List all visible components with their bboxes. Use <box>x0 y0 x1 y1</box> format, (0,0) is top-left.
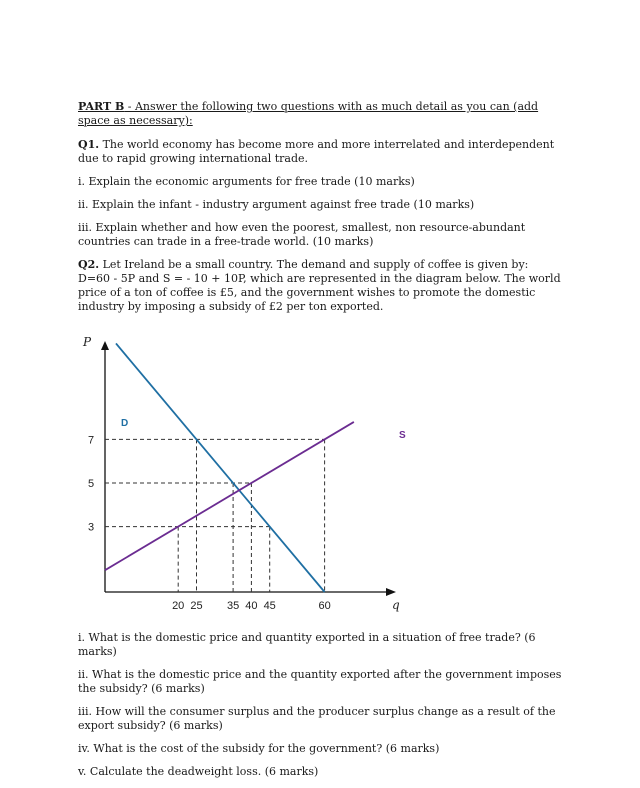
x-axis-label: q <box>392 598 400 612</box>
y-tick-3: 3 <box>88 521 95 534</box>
x-tick-60: 60 <box>318 600 331 612</box>
x-tick-40: 40 <box>245 600 258 612</box>
q1-intro <box>78 138 562 166</box>
part-b-label: PART B <box>78 100 125 113</box>
q2-intro <box>78 258 562 314</box>
q1-item-2: ii. Explain the infant - industry argument against free trade (10 marks) <box>78 198 475 211</box>
demand-label: D <box>121 418 129 429</box>
y-tick-5: 5 <box>88 478 95 490</box>
x-tick-25: 25 <box>190 600 203 612</box>
y-tick-7: 7 <box>88 434 95 447</box>
curve-d <box>116 343 325 592</box>
y-axis-label: P <box>83 335 92 349</box>
q2-item-2: ii. What is the domestic price and the quantity exported after the government imposes the subsidy? (6 marks) <box>78 668 562 695</box>
q2-item-5: v. Calculate the deadweight loss. (6 marks) <box>78 765 319 778</box>
x-tick-20: 20 <box>172 600 185 612</box>
q2-label: Q2. <box>78 258 100 271</box>
q2-item-1: i. What is the domestic price and quantity exported in a situation of free trade? (6 marks) <box>78 631 536 658</box>
x-axis-arrow <box>386 588 396 596</box>
q1-item-1: i. Explain the economic arguments for free trade (10 marks) <box>78 175 415 188</box>
curve-s <box>105 422 354 570</box>
q1-item-3: iii. Explain whether and how even the poorest, smallest, non resource-abundant countries can trade in a free-trade world. (10 marks) <box>78 221 526 248</box>
supply-demand-chart <box>78 330 438 620</box>
document-body <box>78 100 562 323</box>
part-b-instructions: - Answer the following two questions with as much detail as you can (add space as necessary): <box>78 100 539 127</box>
q1-text: The world economy has become more and more interrelated and interdependent due to rapid growing international trade. <box>78 138 555 165</box>
q2-text: Let Ireland be a small country. The demand and supply of coffee is given by: D=60 - 5P and S = - 10 + 10P, which are represented in the diagram below. The world price of a ton of coffee is £5, and the government wishes to promote the domestic industry by imposing a subsidy of £2 per ton exported. <box>78 258 561 313</box>
q2-item-4: iv. What is the cost of the subsidy for the government? (6 marks) <box>78 742 440 755</box>
supply-label: S <box>399 430 406 441</box>
chart-svg <box>78 330 438 620</box>
x-tick-45: 45 <box>263 600 276 612</box>
q2-item-3: iii. How will the consumer surplus and the producer surplus change as a result of the export subsidy? (6 marks) <box>78 705 556 732</box>
part-b-heading <box>78 100 562 128</box>
q2-subquestions <box>78 631 562 788</box>
y-axis-arrow <box>101 341 109 350</box>
x-tick-35: 35 <box>226 600 240 612</box>
q1-label: Q1. <box>78 138 100 151</box>
